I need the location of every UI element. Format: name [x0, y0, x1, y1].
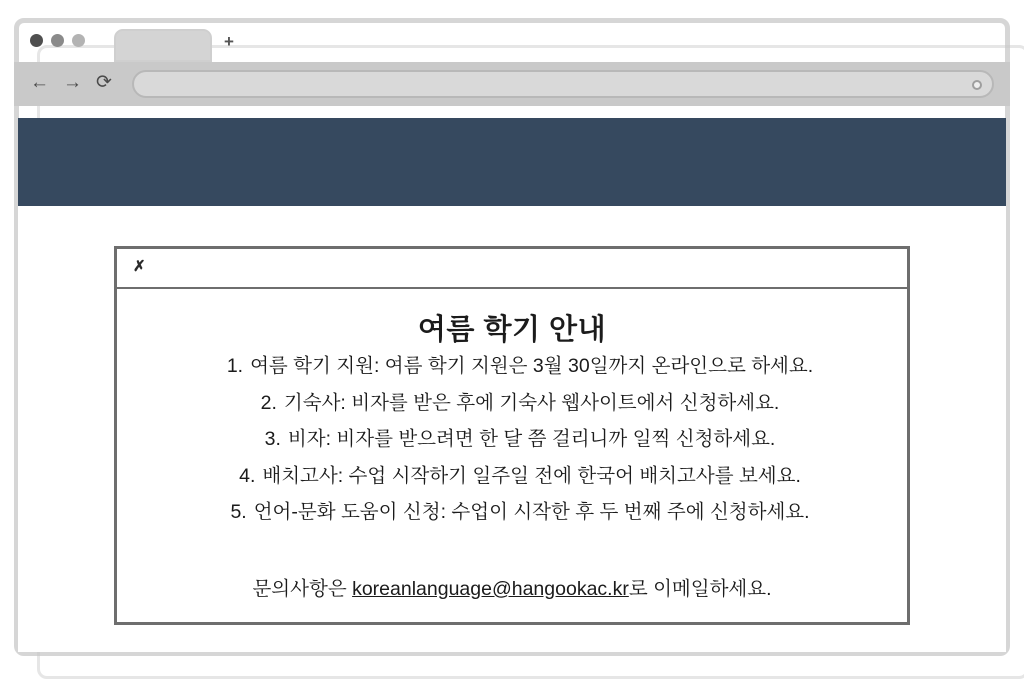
- page-title: 여름 학기 안내: [417, 314, 607, 346]
- contact-suffix: 로 이메일하세요.: [628, 578, 772, 600]
- list-item-text: 언어-문화 도움이 신청: 수업이 시작한 후 두 번째 주에 신청하세요.: [253, 501, 810, 523]
- site-header-band: [18, 118, 1006, 206]
- browser-title-bar: [14, 22, 1010, 62]
- notice-list: [155, 357, 885, 540]
- list-item: [155, 503, 885, 523]
- navigation-buttons: [30, 73, 112, 92]
- back-icon[interactable]: ←: [30, 72, 49, 93]
- list-item-text: 비자: 비자를 받으려면 한 달 쯤 걸리니까 일찍 신청하세요.: [287, 428, 776, 450]
- contact-email-link[interactable]: koreanlanguage@hangookac.kr: [352, 578, 629, 600]
- list-item-number: 1.: [226, 355, 244, 377]
- notice-dialog-titlebar: [117, 249, 907, 289]
- contact-prefix: 문의사항은: [252, 578, 353, 600]
- reload-icon[interactable]: ⟳: [96, 72, 112, 93]
- maximize-window-button[interactable]: [72, 34, 85, 47]
- minimize-window-button[interactable]: [51, 34, 64, 47]
- list-item: [155, 464, 885, 487]
- forward-icon[interactable]: →: [63, 72, 82, 93]
- list-item: [155, 430, 885, 450]
- browser-tab[interactable]: [114, 29, 212, 62]
- browser-toolbar: [14, 62, 1010, 106]
- list-item: [155, 357, 885, 377]
- list-item: [155, 391, 885, 414]
- address-bar[interactable]: [132, 70, 994, 98]
- contact-line: [117, 573, 907, 601]
- new-tab-icon[interactable]: +: [224, 32, 234, 51]
- bookmark-icon[interactable]: [972, 80, 982, 90]
- list-item-text: 여름 학기 지원: 여름 학기 지원은 3월 30일까지 온라인으로 하세요.: [250, 355, 814, 377]
- close-window-button[interactable]: [30, 34, 43, 47]
- list-item-number: 5.: [230, 501, 247, 523]
- window-controls[interactable]: [30, 34, 85, 47]
- list-item-number: 4.: [239, 464, 256, 487]
- list-item-text: 기숙사: 비자를 받은 후에 기숙사 웹사이트에서 신청하세요.: [283, 391, 780, 414]
- notice-dialog: [114, 246, 910, 625]
- list-item-number: 2.: [260, 391, 277, 414]
- list-item-number: 3.: [264, 428, 281, 450]
- list-item-text: 배치고사: 수업 시작하기 일주일 전에 한국어 배치고사를 보세요.: [262, 464, 801, 487]
- close-icon[interactable]: ✗: [133, 258, 146, 275]
